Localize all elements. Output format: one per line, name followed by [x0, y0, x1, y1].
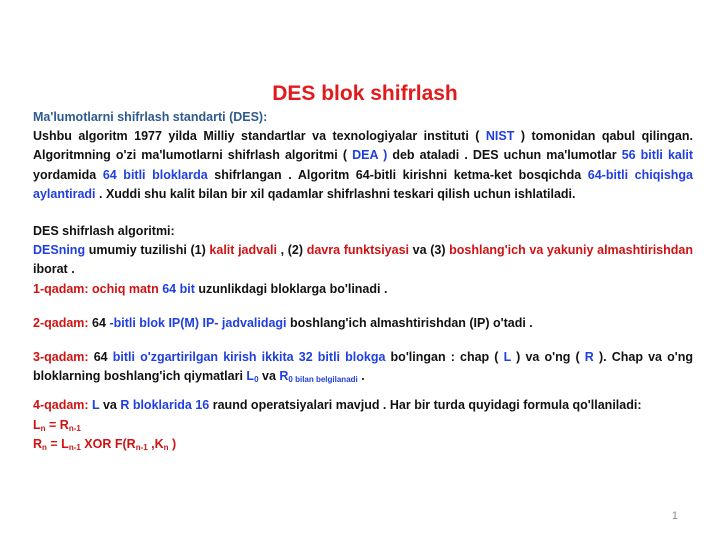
intro-text-3: deb ataladi . DES uchun ma'lumotlar: [387, 148, 622, 163]
nist-highlight: NIST: [485, 129, 515, 144]
step-2-number: 64: [88, 315, 110, 330]
step-3-text-3: ). Chap va o'ng bloklarning boshlang'ich qiymatlari: [33, 350, 693, 384]
formula-rn-fsub: n-1: [135, 442, 148, 452]
page-number: 1: [671, 510, 678, 522]
step-3: [33, 348, 693, 386]
slide-title: DES blok shifrlash: [272, 82, 458, 105]
step-3-text-1: bo'lingan : chap (: [385, 350, 504, 365]
step-4: [33, 396, 693, 415]
formula-ln-rsub: n-1: [68, 423, 81, 433]
intro-text-5: shifrlangan . Algoritm 64-bitli kirishni ketma-ket bosqichda: [207, 167, 588, 182]
step-3-l0-sub: 0: [254, 375, 259, 385]
key56-highlight: 56 bitli kalit: [621, 148, 693, 163]
intro-text-1: Ushbu algoritm 1977 yilda Milliy standartlar va texnologiyalar instituti (: [33, 129, 486, 144]
structure-text-2: , (2): [277, 243, 307, 258]
structure-paragraph: [33, 241, 693, 279]
out64-highlight: 64-bitli chiqishga aylantiradi: [33, 167, 693, 201]
step-2-highlight: -bitli blok IP(M) IP- jadvalidagi: [109, 315, 287, 330]
step-3-left: L: [503, 350, 512, 365]
formula-rn-lsub: n-1: [68, 442, 81, 452]
intro-paragraph: [33, 127, 693, 204]
formula-rn: [33, 435, 693, 454]
step-1-bits: 64 bit: [162, 281, 195, 296]
formula-rn-close: ): [168, 436, 177, 451]
structure-text-1: umumiy tuzilishi (1): [85, 243, 210, 258]
step-3-right: R: [584, 350, 594, 365]
formula-ln-l: L: [33, 417, 41, 432]
intro-text-6: . Xuddi shu kalit bilan bir xil qadamlar shifrlashni teskari qilish uchun ishlatiladi.: [95, 186, 576, 201]
step-3-end: .: [357, 369, 365, 384]
formula-rn-r: R: [33, 436, 43, 451]
formula-rn-k: ,K: [147, 436, 164, 451]
structure-text-4: iborat .: [33, 262, 75, 277]
blocks64-highlight: 64 bitli bloklarda: [102, 167, 208, 182]
step-1: [33, 280, 693, 299]
intro-text-4: yordamida: [33, 167, 103, 182]
slide-body: [33, 108, 693, 454]
formula-ln-sub: n: [40, 423, 46, 433]
formula-ln-eq: = R: [45, 417, 69, 432]
formula-rn-f: F(R: [114, 436, 136, 451]
step-3-highlight: bitli o'zgartirilgan kirish ikkita 32 bitli blokga: [112, 350, 386, 365]
subtitle: Ma'lumotlarni shifrlash standarti (DES):: [33, 110, 268, 124]
step-3-r0: R: [279, 369, 289, 384]
step-2: [33, 314, 693, 333]
intro-text-2: ) tomonidan qabul qilingan. Algoritmning o'zi ma'lumotlarni shifrlash algoritmi (: [33, 129, 693, 163]
step-3-text-2: ) va o'ng (: [511, 350, 585, 365]
step-3-l0: L: [246, 369, 255, 384]
formula-rn-xor: XOR: [80, 436, 115, 451]
step-4-highlight: R bloklarida 16: [120, 398, 210, 413]
key-table-highlight: kalit jadvali: [209, 243, 277, 258]
step-1-label: 1-qadam:: [33, 281, 89, 296]
step-4-text-1: va: [99, 398, 121, 413]
step-4-l: L: [88, 398, 100, 413]
step-3-number: 64: [88, 350, 113, 365]
algorithm-heading: DES shifrlash algoritmi:: [33, 224, 175, 239]
step-4-label: 4-qadam:: [33, 398, 89, 413]
step-3-va: va: [258, 369, 280, 384]
step-2-label: 2-qadam:: [33, 315, 89, 330]
step-1-text-2: uzunlikdagi bloklarga bo'linadi .: [194, 281, 388, 296]
dea-highlight: DEA ): [352, 148, 388, 163]
formula-rn-eq: = L: [46, 436, 69, 451]
structure-text-3: va (3): [409, 243, 450, 258]
formula-rn-ksub: n: [163, 442, 169, 452]
step-1-text-1: ochiq matn: [88, 281, 163, 296]
formula-ln: [33, 416, 693, 435]
permutation-highlight: boshlang'ich va yakuniy almashtirishdan: [449, 243, 693, 258]
des-highlight: DESning: [33, 243, 86, 258]
formula-rn-sub: n: [42, 442, 47, 452]
step-3-r0-sub: 0 bilan belgilanadi: [288, 375, 358, 385]
step-2-text: boshlang'ich almashtirishdan (IP) o'tadi .: [286, 315, 533, 330]
step-4-text-2: raund operatsiyalari mavjud . Har bir turda quyidagi formula qo'llaniladi:: [209, 398, 642, 413]
step-3-label: 3-qadam:: [33, 350, 89, 365]
round-function-highlight: davra funktsiyasi: [306, 243, 410, 258]
